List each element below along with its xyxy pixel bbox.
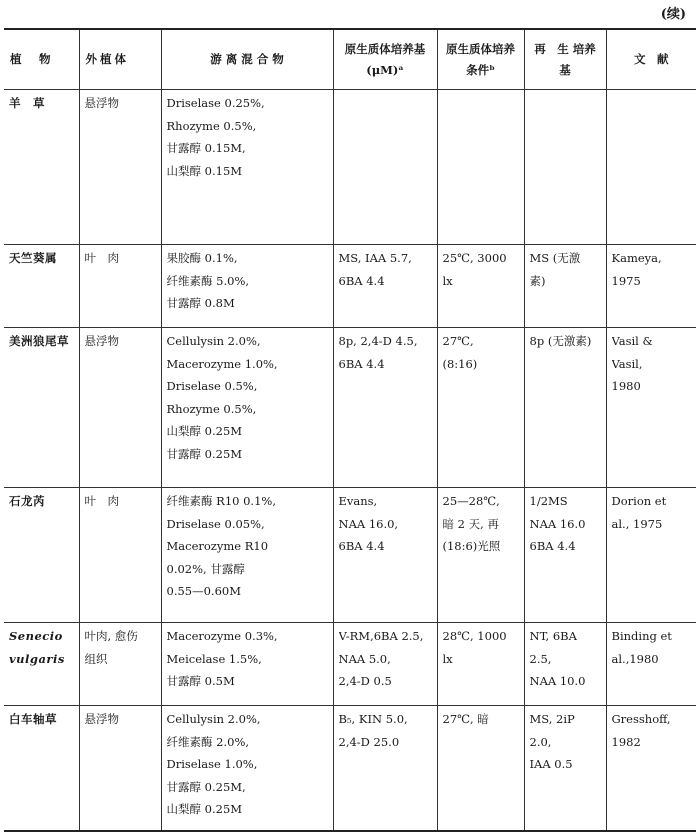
cell-medium (333, 623, 437, 706)
cell-line: 叶肉, 愈伤 (84, 629, 138, 643)
cell-line: 0.55—0.60M (166, 584, 241, 598)
cell-mixture (161, 623, 333, 706)
cell-line: 1/2MS (529, 494, 568, 508)
cell-line: 组织 (84, 651, 108, 666)
cell-line: 甘露醇 0.25M, (166, 779, 246, 794)
cell-line: Dorion et (611, 494, 667, 508)
cell-explant (79, 328, 161, 488)
cell-line: IAA 0.5 (529, 757, 573, 771)
cell-line: Evans, (338, 494, 378, 508)
cell-line: Driselase 0.5%, (166, 379, 258, 393)
cell-line: (8:16) (442, 356, 478, 371)
cell-line: Macerozyme 1.0%, (166, 356, 278, 371)
cell-medium (333, 706, 437, 832)
cell-line: 纤维素酶 2.0%, (166, 734, 250, 749)
cell-regen (524, 328, 606, 488)
cell-medium (333, 90, 437, 245)
cell-regen (524, 623, 606, 706)
cell-line: lx (442, 273, 453, 288)
cell-line: 甘露醇 0.5M (166, 674, 235, 688)
cell-line: 暗 2 天, 再 (442, 516, 499, 531)
cell-line: (18:6)光照 (442, 539, 501, 553)
cell-line: vulgaris (9, 651, 65, 666)
cell-line: 白车轴草 (9, 712, 57, 726)
cell-ref (606, 706, 696, 832)
cell-medium (333, 488, 437, 623)
table-body (4, 90, 696, 832)
cell-line: 1980 (611, 379, 641, 393)
cell-line: 25—28℃, (442, 494, 500, 508)
cell-conditions (437, 706, 524, 832)
cell-line: Vasil & (611, 334, 653, 348)
cell-conditions (437, 488, 524, 623)
cell-line: 甘露醇 0.8M (166, 296, 235, 310)
table-row (4, 328, 696, 488)
cell-line: MS, 2iP (529, 712, 575, 726)
header-explant: 外植体 (79, 29, 161, 90)
cell-line: 山梨醇 0.15M (166, 163, 243, 178)
cell-line: 山梨醇 0.25M (166, 424, 243, 438)
header-medium: 原生质体培养基(μM)ᵃ (333, 29, 437, 90)
header-ref: 文 献 (606, 29, 696, 90)
cell-line: 8p (无激素) (529, 334, 592, 348)
cell-line: 悬浮物 (84, 712, 119, 726)
cell-line: 2.5, (529, 651, 552, 666)
cell-line: 6BA 4.4 (338, 273, 385, 288)
cell-mixture (161, 245, 333, 328)
cell-line: 27℃, (442, 334, 474, 348)
cell-line: 2.0, (529, 734, 552, 749)
header-plant: 植 物 (4, 29, 79, 90)
cell-ref (606, 90, 696, 245)
cell-plant (4, 488, 79, 623)
cell-line: 6BA 4.4 (338, 356, 385, 371)
cell-explant (79, 90, 161, 245)
cell-line: Macerozyme R10 (166, 539, 269, 553)
cell-line: 1975 (611, 273, 641, 288)
cell-explant (79, 623, 161, 706)
cell-explant (79, 488, 161, 623)
cell-line: 2,4-D 0.5 (338, 674, 392, 688)
cell-ref (606, 488, 696, 623)
cell-line: MS (无激 (529, 251, 581, 265)
cell-line: 27℃, 暗 (442, 712, 489, 726)
cell-line: Vasil, (611, 356, 643, 371)
table-row (4, 245, 696, 328)
cell-medium (333, 328, 437, 488)
cell-line: Macerozyme 0.3%, (166, 629, 278, 643)
header-mixture: 游 离 混 合 物 (161, 29, 333, 90)
cell-line: 甘露醇 0.15M, (166, 141, 246, 155)
cell-mixture (161, 488, 333, 623)
cell-line: Meicelase 1.5%, (166, 651, 262, 666)
cell-line: NAA 16.0, (338, 516, 399, 531)
cell-line: 2,4-D 25.0 (338, 734, 400, 749)
cell-line: Driselase 0.05%, (166, 516, 265, 531)
cell-line: 天竺葵属 (9, 251, 57, 265)
cell-line: 纤维素酶 5.0%, (166, 273, 250, 288)
cell-conditions (437, 245, 524, 328)
cell-line: al., 1975 (611, 516, 663, 531)
cell-conditions (437, 90, 524, 245)
cell-line: 纤维素酶 R10 0.1%, (166, 494, 276, 508)
header-regen: 再 生 培养基 (524, 29, 606, 90)
cell-line: 甘露醇 0.25M (166, 446, 243, 461)
cell-line: lx (442, 651, 453, 666)
header-conditions: 原生质体培养条件ᵇ (437, 29, 524, 90)
table-row (4, 90, 696, 245)
cell-explant (79, 706, 161, 832)
cell-line: NAA 16.0 (529, 516, 586, 531)
cell-line: NT, 6BA (529, 629, 577, 643)
table-row (4, 488, 696, 623)
cell-line: 8p, 2,4-D 4.5, (338, 334, 418, 348)
cell-line: 素) (529, 273, 546, 288)
cell-plant (4, 90, 79, 245)
table-header-row (4, 29, 696, 90)
cell-regen (524, 90, 606, 245)
cell-line: 羊 草 (9, 96, 45, 110)
cell-line: Driselase 0.25%, (166, 96, 265, 110)
cell-line: 美洲狼尾草 (9, 334, 69, 348)
cell-line: 25℃, 3000 (442, 251, 507, 265)
cell-regen (524, 488, 606, 623)
cell-line: V-RM,6BA 2.5, (338, 629, 424, 643)
cell-line: al.,1980 (611, 651, 659, 666)
cell-line: Cellulysin 2.0%, (166, 334, 261, 348)
cell-plant (4, 706, 79, 832)
cell-line: NAA 10.0 (529, 674, 586, 688)
cell-plant (4, 623, 79, 706)
cell-line: 悬浮物 (84, 334, 119, 348)
cell-line: B₅, KIN 5.0, (338, 712, 408, 726)
table-row (4, 706, 696, 832)
cell-regen (524, 245, 606, 328)
cell-mixture (161, 90, 333, 245)
cell-line: Binding et (611, 629, 672, 643)
cell-line: Kameya, (611, 251, 662, 265)
cell-line: 山梨醇 0.25M (166, 802, 243, 816)
cell-line: 0.02%, 甘露醇 (166, 561, 245, 576)
cell-plant (4, 245, 79, 328)
continued-label: (续) (660, 7, 686, 22)
cell-mixture (161, 706, 333, 832)
cell-line: 6BA 4.4 (338, 539, 385, 553)
cell-line: 28℃, 1000 (442, 629, 507, 643)
cell-line: 悬浮物 (84, 96, 119, 110)
cell-plant (4, 328, 79, 488)
cell-line: 叶 肉 (84, 251, 119, 265)
cell-mixture (161, 328, 333, 488)
cell-line: MS, IAA 5.7, (338, 251, 412, 265)
cell-ref (606, 623, 696, 706)
cell-line: 石龙芮 (9, 494, 45, 508)
cell-line: 1982 (611, 734, 641, 749)
cell-line: Rhozyme 0.5%, (166, 118, 257, 133)
cell-explant (79, 245, 161, 328)
cell-line: Senecio (9, 629, 63, 643)
cell-line: Rhozyme 0.5%, (166, 401, 257, 416)
cell-ref (606, 245, 696, 328)
cell-line: Driselase 1.0%, (166, 757, 258, 771)
cell-ref (606, 328, 696, 488)
protoplast-table (4, 28, 696, 832)
cell-regen (524, 706, 606, 832)
cell-line: Gresshoff, (611, 712, 671, 726)
cell-line: Cellulysin 2.0%, (166, 712, 261, 726)
cell-medium (333, 245, 437, 328)
cell-line: 叶 肉 (84, 494, 119, 508)
cell-line: 6BA 4.4 (529, 539, 576, 553)
cell-conditions (437, 623, 524, 706)
cell-line: NAA 5.0, (338, 651, 391, 666)
cell-conditions (437, 328, 524, 488)
cell-line: 果胶酶 0.1%, (166, 251, 238, 265)
table-row (4, 623, 696, 706)
